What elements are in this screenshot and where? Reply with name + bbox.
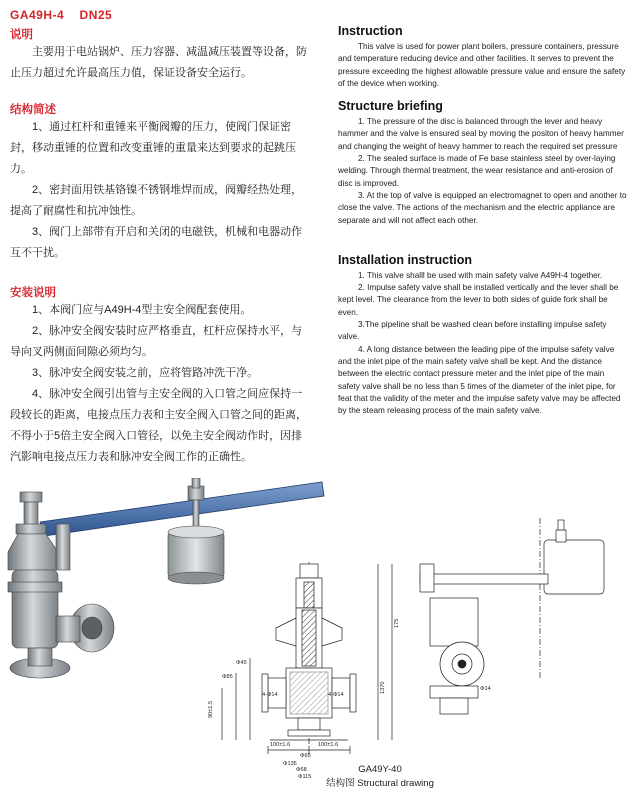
cn-structure-title: 结构简述 (10, 104, 56, 116)
section-drawing (222, 562, 392, 754)
dim-d115: Φ115 (298, 774, 312, 780)
cn-install-title: 安装说明 (10, 287, 56, 299)
cn-description-title: 说明 (10, 29, 33, 41)
side-view-drawing (420, 518, 604, 714)
valve-illustration-area (0, 478, 636, 800)
en-instruction-title: Instruction (338, 24, 403, 38)
valve-photo (8, 478, 324, 678)
dim-d135: Φ135 (283, 761, 297, 767)
en-instruction: This valve is used for power plant boilers, pressure containers, pressure and temperature reducing device and other facilities. It serves to prevent the pressure exceeding the highest allowable pressure value and ensure the safety of the device when working. (338, 42, 626, 88)
dim-d14a: 4-Φ14 (262, 692, 278, 698)
en-install-item-4: 4. A long distance between the leading pipe of the impulse safety valve and the inlet pipe of the main safety valve shall be kept. And the distance between the electric contact pressure meter and the inlet pipe of the main safety valve shall be no less than 5 times of the diameter of the inlet pipe, for feat that the validity of the meter and the impulse safety valve may be affected by the steam releasing process of the main safety valve. (338, 344, 621, 416)
en-install-item-1: 1. This valve shalll be used with main safety valve A49H-4 together. (358, 270, 603, 280)
dim-d65: Φ65 (300, 753, 311, 759)
dim-h90: 90±1.5 (208, 700, 214, 718)
dim-d85: Φ85 (222, 674, 233, 680)
en-structure-title: Structure briefing (338, 99, 443, 114)
en-structure-item-3: 3. At the top of valve is equipped an electromagnet to open and another to close the valve. The actions of the mechanism and the electric appliance are separate and will not affect each other. (338, 190, 627, 225)
caption-en: Structural drawing (357, 778, 434, 789)
cn-structure-item-2: 2、密封面用铁基铬镍不锈钢堆焊而成，阀瓣经热处理，提高了耐腐性和抗冲蚀性。 (10, 184, 303, 217)
en-install-item-2: 2. Impulse safety valve shall be installed vertically and the lever shall be kept level. The clearance from the lever to both sides of guide fork shall be even. (338, 283, 619, 317)
drawing-model: GA49Y-40 (358, 764, 402, 775)
dim-d68: Φ68 (296, 767, 307, 773)
cn-structure-item-1: 1、通过杠杆和重锤来平衡阀瓣的压力，使阀门保证密封，移动重锤的位置和改变重锤的重量来达到要求的起跳压力。 (10, 121, 296, 175)
cn-install-item-4: 4、脉冲安全阀引出管与主安全阀的入口管之间应保持一段较长的距离，电接点压力表和主安全阀入口管之间的距离，不得小于5倍主安全阀入口管径，以免主安全阀动作时，因排汽影响电接点压力表和脉冲安全阀工作的正确性。 (10, 388, 307, 463)
en-install-item-3: 3.The pipeline shall be washed clean before installing impulse safety valve. (338, 320, 607, 342)
en-structure-item-2: 2. The sealed surface is made of Fe base stainless steel by over-laying welding. Through thermal treatment, the wear resistance and anti-erosion of disc is improved. (338, 154, 616, 188)
dim-len100b: 100±1.6 (318, 742, 339, 748)
cn-install-item-2: 2、脉冲安全阀安装时应严格垂直，杠杆应保持水平，与导向叉两侧面间隙必须均匀。 (10, 325, 303, 358)
dim-d14: Φ14 (480, 686, 491, 692)
model-number: GA49H-4 (10, 8, 65, 22)
chinese-column (10, 8, 308, 468)
dim-d14b: 4-Φ14 (328, 692, 344, 698)
cn-install-item-3: 3、脉冲安全阀安装之前，应将管路冲洗干净。 (32, 367, 259, 379)
dim-len100a: 100±1.6 (270, 742, 291, 748)
dim-h175: 175 (394, 618, 400, 628)
cn-install-item-1: 1、本阀门应与A49H-4型主安全阀配套使用。 (32, 304, 252, 316)
en-install-title: Installation instruction (338, 252, 473, 267)
caption-cn: 结构图 (326, 778, 355, 789)
en-structure-item-1: 1. The pressure of the disc is balanced through the lever and heavy hammer and the valve is ensured seal by moving the positon of heavy hammer and changing the weight of heavy hammer to reach the required set pressure (338, 117, 624, 151)
english-column (338, 24, 628, 417)
dim-h1370: 1370 (380, 681, 386, 694)
nominal-size: DN25 (79, 8, 113, 22)
cn-structure-item-3: 3、阀门上部带有开启和关闭的电磁铁，机械和电器动作互不干扰。 (10, 226, 303, 259)
heavy-hammer-weight (168, 532, 224, 578)
product-title (10, 8, 308, 22)
drawing-caption (300, 764, 460, 789)
cn-description: 主要用于电站锅炉、压力容器、减温减压装置等设备，防止压力超过允许最高压力值，保证设备安全运行。 (10, 46, 307, 79)
dim-d45: Φ45 (236, 660, 247, 666)
